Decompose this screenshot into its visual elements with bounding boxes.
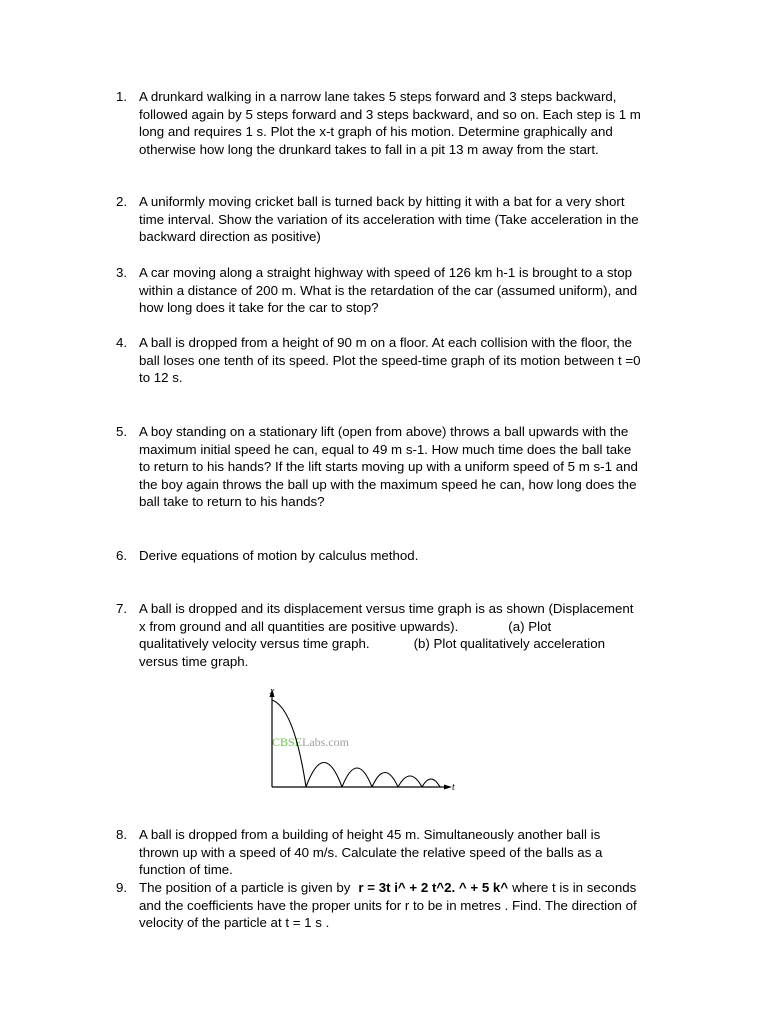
question-number: 9. [116, 880, 128, 895]
question-number: 5. [116, 424, 128, 439]
bounce-arc [422, 779, 440, 787]
question-text: A boy standing on a stationary lift (open from above) throws a ball upwards with the maximum initial speed he can, equal to 49 m s-1. How much time does the ball take to return to his hands? If the lift starts moving up with a uniform speed of 5 m s-1 and the boy again throws the ball up with the maximum speed he can, how long does the ball take to return to his hands? [139, 424, 638, 510]
question-text: A drunkard walking in a narrow lane takes 5 steps forward and 3 steps backward, followed again by 5 steps forward and 3 steps backward, and so on. Each step is 1 m long and requires 1 s. Plot the x-t graph of his motion. Determine graphically and otherwise how long the drunkard takes to fall in a pit 13 m away from the start. [139, 89, 641, 157]
question-text: Derive equations of motion by calculus method. [139, 548, 419, 563]
question-text: A ball is dropped from a height of 90 m on a floor. At each collision with the floor, the ball loses one tenth of its speed. Plot the speed-time graph of its motion between t =0 to 12 s. [139, 335, 641, 386]
position-vector: r = 3t i^ + 2 t^2. ^ + 5 k^ [358, 880, 509, 895]
bounce-arc [306, 763, 342, 788]
question-number: 2. [116, 194, 128, 209]
question-number: 3. [116, 265, 128, 280]
question-text: A ball is dropped and its displacement versus time graph is as shown (Displacement x from ground and all quantities are positive upwards). (a) Plot qualitatively velocity versus time graph. (b) Plot qualitatively acceleration versus time graph. [139, 601, 634, 669]
question-number: 7. [116, 601, 128, 616]
question-text: A uniformly moving cricket ball is turned back by hitting it with a bat for a very short time interval. Show the variation of its acceleration with time (Take acceleration in the backward direction as positive) [139, 194, 639, 245]
x-axis-label: t [452, 782, 455, 793]
question-number: 8. [116, 827, 128, 842]
bounce-arc [398, 776, 422, 787]
bounce-arc [372, 773, 398, 788]
question-number: 1. [116, 89, 128, 104]
question-text: The position of a particle is given by r = 3t i^ + 2 t^2. ^ + 5 k^ where t is in seconds and the coefficients have the proper units for r to be in metres . Find. The direction of velocity of the particle at t = 1 s . [139, 880, 637, 931]
y-axis-label: x [270, 686, 275, 697]
question-text: A ball is dropped from a building of height 45 m. Simultaneously another ball is thrown up with a speed of 40 m/s. Calculate the relative speed of the balls as a function of time. [139, 827, 603, 878]
watermark: CBSELabs.com [272, 735, 350, 749]
question-text: A car moving along a straight highway with speed of 126 km h-1 is brought to a stop within a distance of 200 m. What is the retardation of the car (assumed uniform), and how long does it take for the car to stop? [139, 265, 638, 316]
bounce-arc [342, 768, 372, 787]
question-number: 4. [116, 335, 128, 350]
graph-svg [264, 686, 464, 798]
x-axis-arrow [444, 785, 452, 790]
question-number: 6. [116, 548, 128, 563]
displacement-time-graph [264, 686, 464, 798]
